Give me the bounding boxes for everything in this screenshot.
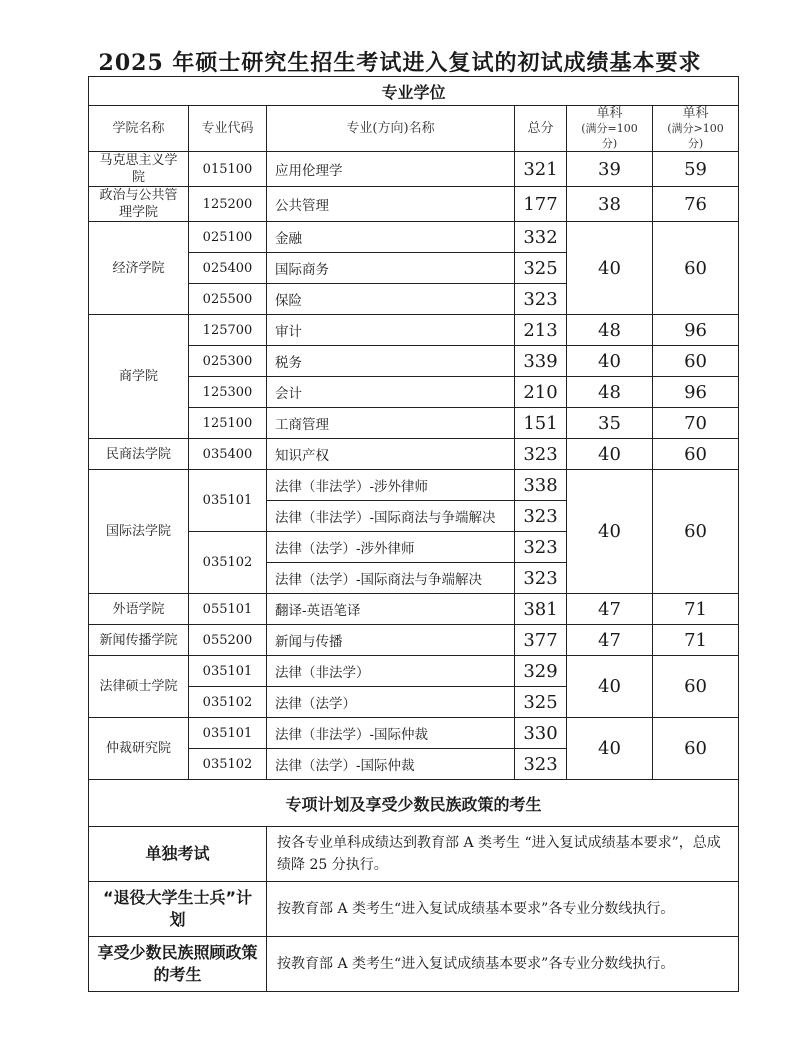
major-name-cell: 保险 — [267, 284, 515, 315]
table-row — [89, 315, 739, 346]
major-code-cell: 035102 — [189, 749, 267, 780]
total-score-cell: 177 — [515, 187, 567, 222]
major-name-cell: 法律（非法学）-国际仲裁 — [267, 718, 515, 749]
header-single-100: 单科 (满分=100 分) — [567, 106, 653, 152]
major-name-cell: 工商管理 — [267, 408, 515, 439]
total-score-cell: 321 — [515, 152, 567, 187]
major-name-cell: 法律（非法学）-涉外律师 — [267, 470, 515, 501]
total-score-cell: 323 — [515, 284, 567, 315]
school-name-cell: 政治与公共管理学院 — [89, 187, 189, 222]
major-code-cell: 035102 — [189, 687, 267, 718]
policy-label-cell: 享受少数民族照顾政策的考生 — [89, 937, 267, 992]
single-score-over-100-cell: 59 — [653, 152, 739, 187]
major-code-cell: 125100 — [189, 408, 267, 439]
total-score-cell: 330 — [515, 718, 567, 749]
header-code: 专业代码 — [189, 106, 267, 152]
major-name-cell: 金融 — [267, 222, 515, 253]
single-score-over-100-cell: 60 — [653, 470, 739, 594]
major-code-cell: 035102 — [189, 532, 267, 594]
major-name-cell: 法律（非法学） — [267, 656, 515, 687]
score-table — [88, 76, 739, 992]
major-code-cell: 125200 — [189, 187, 267, 222]
major-name-cell: 会计 — [267, 377, 515, 408]
total-score-cell: 377 — [515, 625, 567, 656]
single-score-over-100-cell: 71 — [653, 594, 739, 625]
total-score-cell: 329 — [515, 656, 567, 687]
major-code-cell: 035400 — [189, 439, 267, 470]
table-row — [89, 222, 739, 253]
single-score-100-cell: 40 — [567, 656, 653, 718]
major-name-cell: 审计 — [267, 315, 515, 346]
single-score-100-cell: 40 — [567, 439, 653, 470]
total-score-cell: 210 — [515, 377, 567, 408]
single-score-over-100-cell: 71 — [653, 625, 739, 656]
table-row — [89, 656, 739, 687]
section-title: 专业学位 — [89, 77, 739, 106]
single-score-100-cell: 38 — [567, 187, 653, 222]
major-code-cell: 055101 — [189, 594, 267, 625]
major-name-cell: 法律（法学） — [267, 687, 515, 718]
major-code-cell: 125700 — [189, 315, 267, 346]
major-code-cell: 125300 — [189, 377, 267, 408]
single-score-over-100-cell: 96 — [653, 377, 739, 408]
major-code-cell: 035101 — [189, 656, 267, 687]
major-name-cell: 新闻与传播 — [267, 625, 515, 656]
policy-label-cell: “退役大学生士兵”计划 — [89, 882, 267, 937]
table-row — [89, 625, 739, 656]
single-score-over-100-cell: 60 — [653, 222, 739, 315]
single-score-100-cell: 40 — [567, 470, 653, 594]
total-score-cell: 332 — [515, 222, 567, 253]
table-row — [89, 470, 739, 501]
total-score-cell: 151 — [515, 408, 567, 439]
single-score-over-100-cell: 70 — [653, 408, 739, 439]
single-score-100-cell: 48 — [567, 377, 653, 408]
school-name-cell: 马克思主义学院 — [89, 152, 189, 187]
major-name-cell: 税务 — [267, 346, 515, 377]
total-score-cell: 325 — [515, 687, 567, 718]
single-score-over-100-cell: 60 — [653, 346, 739, 377]
special-section-row — [89, 780, 739, 827]
major-code-cell: 055200 — [189, 625, 267, 656]
major-name-cell: 国际商务 — [267, 253, 515, 284]
major-code-cell: 035101 — [189, 470, 267, 532]
major-name-cell: 公共管理 — [267, 187, 515, 222]
single-score-100-cell: 40 — [567, 346, 653, 377]
single-score-100-cell: 47 — [567, 625, 653, 656]
single-score-100-cell: 40 — [567, 718, 653, 780]
school-name-cell: 外语学院 — [89, 594, 189, 625]
policy-description-cell: 按教育部 A 类考生“进入复试成绩基本要求”各专业分数线执行。 — [267, 882, 739, 937]
header-major: 专业(方向)名称 — [267, 106, 515, 152]
total-score-cell: 323 — [515, 563, 567, 594]
major-code-cell: 025400 — [189, 253, 267, 284]
total-score-cell: 323 — [515, 532, 567, 563]
single-score-100-cell: 47 — [567, 594, 653, 625]
header-single-over-100: 单科 (满分>100 分) — [653, 106, 739, 152]
single-score-100-cell: 35 — [567, 408, 653, 439]
single-score-100-cell: 40 — [567, 222, 653, 315]
table-row — [89, 439, 739, 470]
policy-label-cell: 单独考试 — [89, 827, 267, 882]
major-name-cell: 法律（法学）-国际仲裁 — [267, 749, 515, 780]
school-name-cell: 民商法学院 — [89, 439, 189, 470]
total-score-cell: 339 — [515, 346, 567, 377]
major-name-cell: 法律（法学）-国际商法与争端解决 — [267, 563, 515, 594]
major-name-cell: 应用伦理学 — [267, 152, 515, 187]
major-code-cell: 025500 — [189, 284, 267, 315]
school-name-cell: 商学院 — [89, 315, 189, 439]
single-score-100-cell: 48 — [567, 315, 653, 346]
major-code-cell: 025100 — [189, 222, 267, 253]
total-score-cell: 323 — [515, 501, 567, 532]
table-row — [89, 187, 739, 222]
single-score-over-100-cell: 60 — [653, 656, 739, 718]
total-score-cell: 381 — [515, 594, 567, 625]
total-score-cell: 323 — [515, 439, 567, 470]
total-score-cell: 325 — [515, 253, 567, 284]
special-section-title: 专项计划及享受少数民族政策的考生 — [89, 780, 739, 827]
major-name-cell: 法律（法学）-涉外律师 — [267, 532, 515, 563]
table-row — [89, 718, 739, 749]
header-total: 总分 — [515, 106, 567, 152]
single-score-over-100-cell: 60 — [653, 439, 739, 470]
single-score-over-100-cell: 76 — [653, 187, 739, 222]
column-header-row — [89, 106, 739, 152]
major-name-cell: 法律（非法学）-国际商法与争端解决 — [267, 501, 515, 532]
total-score-cell: 323 — [515, 749, 567, 780]
special-policy-row — [89, 882, 739, 937]
policy-description-cell: 按各专业单科成绩达到教育部 A 类考生 “进入复试成绩基本要求”，总成绩降 25 分执行。 — [267, 827, 739, 882]
single-score-over-100-cell: 60 — [653, 718, 739, 780]
major-code-cell: 035101 — [189, 718, 267, 749]
section-header-row — [89, 77, 739, 106]
school-name-cell: 新闻传播学院 — [89, 625, 189, 656]
major-name-cell: 知识产权 — [267, 439, 515, 470]
school-name-cell: 经济学院 — [89, 222, 189, 315]
page-title: 2025 年硕士研究生招生考试进入复试的初试成绩基本要求 — [98, 50, 702, 76]
single-score-over-100-cell: 96 — [653, 315, 739, 346]
total-score-cell: 338 — [515, 470, 567, 501]
header-school: 学院名称 — [89, 106, 189, 152]
table-row — [89, 594, 739, 625]
single-score-100-cell: 39 — [567, 152, 653, 187]
school-name-cell: 法律硕士学院 — [89, 656, 189, 718]
school-name-cell: 仲裁研究院 — [89, 718, 189, 780]
major-code-cell: 015100 — [189, 152, 267, 187]
special-policy-row — [89, 937, 739, 992]
major-code-cell: 025300 — [189, 346, 267, 377]
table-row — [89, 152, 739, 187]
special-policy-row — [89, 827, 739, 882]
school-name-cell: 国际法学院 — [89, 470, 189, 594]
total-score-cell: 213 — [515, 315, 567, 346]
policy-description-cell: 按教育部 A 类考生“进入复试成绩基本要求”各专业分数线执行。 — [267, 937, 739, 992]
major-name-cell: 翻译-英语笔译 — [267, 594, 515, 625]
